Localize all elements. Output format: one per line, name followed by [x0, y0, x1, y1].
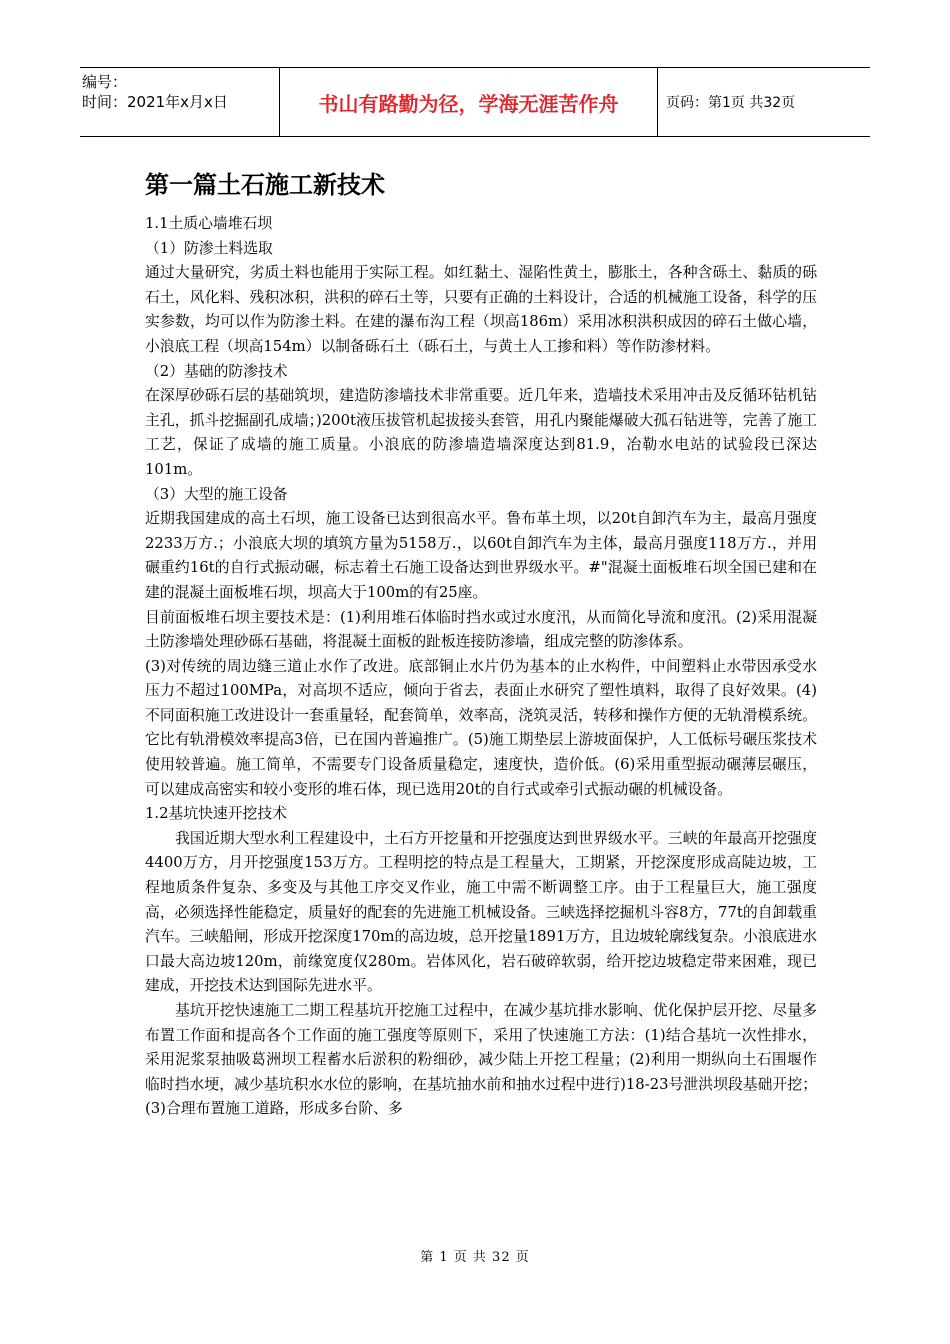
section-heading-1-1: 1.1土质心墙堆石坝 — [145, 215, 273, 232]
document-body — [145, 168, 817, 1122]
subheading-large-equipment: （3）大型的施工设备 — [145, 485, 288, 503]
page-footer: 第 1 页 共 32 页 — [420, 1250, 530, 1265]
document-number-label: 编号： — [82, 73, 128, 91]
subheading-foundation-seepage: （2）基础的防渗技术 — [145, 362, 288, 380]
paragraph-face-slab-tech: 目前面板堆石坝主要技术是：(1)利用堆石体临时挡水或过水度汛，从而简化导流和度汛。(2)采用混凝土防渗墙处理砂砾石基础，将混凝土面板的趾板连接防渗墙，组成完整的防渗体系。 — [145, 608, 817, 651]
section-heading-1-2: 1.2基坑快速开挖技术 — [145, 805, 287, 823]
header-meta — [80, 68, 280, 136]
header-page-info: 页码：第1页 共32页 — [666, 95, 796, 111]
paragraph-seepage-soil: 通过大量研究，劣质土料也能用于实际工程。如红黏土、湿陷性黄土，膨胀土，各种含砾土、黏质的砾石土，风化料、残积冰积，洪积的碎石土等，只要有正确的土料设计，合适的机械施工设备，科学的压实参数，均可以作为防渗土料。在建的瀑布沟工程（坝高186m）采用冰积洪积成因的碎石土做心墙，小浪底工程（坝高154m）以制备砾石土（砾石土，与黄土人工掺和料）等作防渗材料。 — [145, 264, 817, 355]
page-header — [80, 67, 870, 137]
paragraph-excavation: 我国近期大型水利工程建设中，土石方开挖量和开挖强度达到世界级水平。三峡的年最高开挖强度4400万方，月开挖强度153万方。工程明挖的特点是工程量大，工期紧，开挖深度形成高陡边坡，工程地质条件复杂、多变及与其他工序交叉作业，施工中需不断调整工序。由于工程量巨大，施工强度高，必须选择性能稳定，质量好的配套的先进施工机械设备。三峡选择挖掘机斗容8方，77t的自卸载重汽车。三峡船闸，形成开挖深度170m的高边坡，总开挖量1891万方，且边坡轮廓线复杂。小浪底进水口最大高边坡120m，前缘宽度仅280m。岩体风化，岩石破碎软弱，给开挖边坡稳定带来困难，现已建成，开挖技术达到国际先进水平。 — [145, 829, 817, 995]
paragraph-waterstop: (3)对传统的周边缝三道止水作了改进。底部铜止水片仍为基本的止水构件，中间塑料止水带因承受水压力不超过100MPa，对高坝不适应，倾向于省去，表面止水研究了塑性填料，取得了良好效果。(4)不同面积施工改进设计一套重量轻，配套简单，效率高，浇筑灵活，转移和操作方便的无轨滑模系统。它比有轨滑模效率提高3倍，已在国内普遍推广。(5)施工期垫层上游坡面保护，人工低标号碾压浆技术使用较普遍。施工简单，不需要专门设备质量稳定，速度快，造价低。(6)采用重型振动碾薄层碾压，可以建成高密实和较小变形的堆石体，现已选用20t的自行式或牵引式振动碾的机械设备。 — [145, 657, 817, 798]
subheading-seepage-soil: （1）防渗土料选取 — [145, 239, 273, 257]
document-title: 第一篇土石施工新技术 — [145, 171, 385, 199]
paragraph-large-equipment: 近期我国建成的高土石坝，施工设备已达到很高水平。鲁布革土坝，以20t自卸汽车为主，最高月强度2233万方.；小浪底大坝的填筑方量为5158万.，以60t自卸汽车为主体，最高月强度118万方.，并用碾重约16t的自行式振动碾，标志着土石施工设备达到世界级水平。#"混凝土面板堆石坝全国已建和在建的混凝土面板堆石坝，坝高大于100m的有25座。 — [145, 510, 817, 601]
header-motto: 书山有路勤为径，学海无涯苦作舟 — [280, 68, 658, 136]
paragraph-fast-excavation: 基坑开挖快速施工二期工程基坑开挖施工过程中，在减少基坑排水影响、优化保护层开挖、尽量多布置工作面和提高各个工作面的施工强度等原则下，采用了快速施工方法：(1)结合基坑一次性排水，采用泥浆泵抽吸葛洲坝工程蓄水后淤积的粉细砂，减少陆上开挖工程量；(2)利用一期纵向土石围堰作临时挡水埂，减少基坑积水水位的影响，在基坑抽水前和抽水过程中进行)18-23号泄洪坝段基础开挖；(3)合理布置施工道路，形成多台阶、多 — [145, 1002, 817, 1118]
document-time-label: 时间：2021年x月x日 — [82, 93, 228, 111]
paragraph-foundation-seepage: 在深厚砂砾石层的基础筑坝，建造防渗墙技术非常重要。近几年来，造墙技术采用冲击及反循环钻机钻主孔，抓斗挖掘副孔成墙；)200t液压拔管机起拔接头套管，用孔内聚能爆破大孤石钻进等，完善了施工工艺，保证了成墙的施工质量。小浪底的防渗墙造墙深度达到81.9，冶勒水电站的试验段已深达101m。 — [145, 387, 817, 478]
